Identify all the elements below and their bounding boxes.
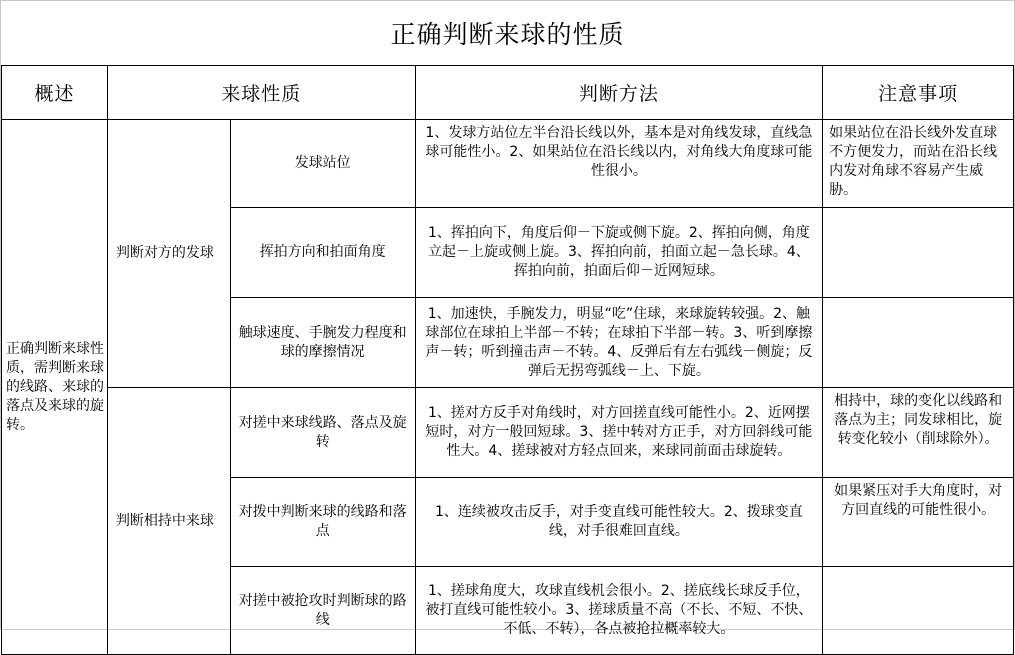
table-row [2,388,1014,478]
method-cell: 1、搓球角度大，攻球直线机会很小。2、搓底线长球反手位，被打直线可能性较小。3、搓球质量不高（不长、不短、不快、不低、不转），各点被抢拉概率较大。 [415,567,823,655]
method-cell: 1、搓对方反手对角线时，对方回搓直线可能性小。2、近网摆短时，对方一般回短球。3、搓中转对方正手，对方回斜线可能性大。4、搓球被对方轻点回来，来球同前面击球旋转。 [415,388,823,478]
note-cell [823,208,1014,298]
method-cell: 1、加速快，手腕发力，明显“吃”住球，来球旋转较强。2、触球部位在球拍上半部－不转；在球拍下半部－转。3、听到摩擦声－转；听到撞击声－不转。4、反弹后有左右弧线－侧旋；反弹后无拐弯弧线－上、下旋。 [415,298,823,388]
note-cell [823,298,1014,388]
method-cell: 1、发球方站位左半台沿长线以外，基本是对角线发球，直线急球可能性小。2、如果站位在沿长线以内，对角线大角度球可能性很小。 [415,120,823,208]
item-cell: 对拨中判断来球的线路和落点 [230,478,415,567]
note-cell: 如果紧压对手大角度时，对方回直线的可能性很小。 [823,478,1014,567]
header-nature: 来球性质 [107,66,415,120]
header-row [2,66,1014,120]
item-cell: 挥拍方向和拍面角度 [230,208,415,298]
overview-cell: 正确判断来球性质，需判断来球的线路、来球的落点及来球的旋转。 [2,120,108,655]
note-cell [823,567,1014,655]
method-cell: 1、连续被攻击反手，对手变直线可能性较大。2、拨球变直线，对手很难回直线。 [415,478,823,567]
group-label-rally: 判断相持中来球 [107,388,230,655]
header-overview: 概述 [2,66,108,120]
note-cell: 如果站位在沿长线外发直球不方便发力，而站在沿长线内发对角球不容易产生威胁。 [823,120,1014,208]
page-title: 正确判断来球的性质 [390,20,625,49]
header-method: 判断方法 [415,66,823,120]
content-table [1,65,1014,655]
header-notes: 注意事项 [823,66,1014,120]
note-cell: 相持中，球的变化以线路和落点为主；同发球相比，旋转变化较小（削球除外）。 [823,388,1014,478]
item-cell: 发球站位 [230,120,415,208]
item-cell: 触球速度、手腕发力程度和球的摩擦情况 [230,298,415,388]
method-cell: 1、挥拍向下，角度后仰－下旋或侧下旋。2、挥拍向侧，角度立起－上旋或侧上旋。3、挥拍向前，拍面立起－急长球。4、挥拍向前，拍面后仰－近网短球。 [415,208,823,298]
item-cell: 对搓中来球线路、落点及旋转 [230,388,415,478]
table-row [2,120,1014,208]
group-label-serve: 判断对方的发球 [107,120,230,388]
item-cell: 对搓中被抢攻时判断球的路线 [230,567,415,655]
